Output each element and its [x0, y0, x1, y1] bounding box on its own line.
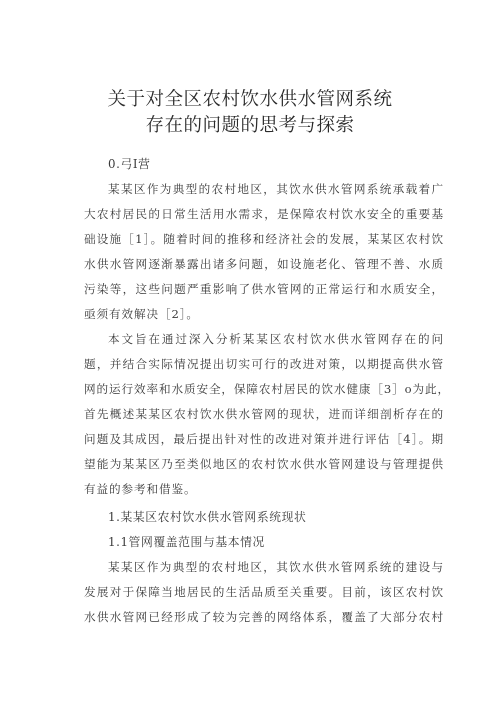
paragraph-2-line: 本文旨在通过深入分析某某区农村饮水供水管网存在的问	[108, 332, 444, 346]
section-0-heading: 0.弓I营	[108, 157, 151, 171]
section-1-heading: 1.某某区农村饮水供水管网系统现状	[108, 510, 307, 524]
paragraph-2-line: 问题及其成因，最后提出针对性的改进对策并进行评估［4］。期	[84, 432, 444, 446]
paragraph-1-line: 大农村居民的日常生活用水需求，是保障农村饮水安全的重要基	[84, 207, 444, 221]
paragraph-2-line: 题，并结合实际情况提出切实可行的改进对策，以期提高供水管	[84, 357, 444, 371]
paragraph-2-line: 网的运行效率和水质安全，保障农村居民的饮水健康［3］o为此，	[84, 382, 450, 396]
paragraph-3-line: 水供水管网已经形成了较为完善的网络体系，覆盖了大部分农村	[84, 610, 444, 624]
paragraph-3-line: 发展对于保障当地居民的生活品质至关重要。目前，该区农村饮	[84, 585, 444, 599]
paragraph-1-line: 亟须有效解决［2］。	[84, 307, 199, 321]
paragraph-2-line: 有益的参考和借鉴。	[84, 482, 197, 496]
paragraph-1-line: 污染等，这些问题严重影响了供水管网的正常运行和水质安全，	[84, 282, 444, 296]
section-1-1-heading: 1.1管网覆盖范围与基本情况	[108, 535, 265, 549]
paragraph-2-line: 望能为某某区乃至类似地区的农村饮水供水管网建设与管理提供	[84, 457, 444, 471]
paragraph-3-line: 某某区作为典型的农村地区，其饮水供水管网系统的建设与	[108, 560, 444, 574]
paragraph-1-line: 水供水管网逐渐暴露出诸多问题，如设施老化、管理不善、水质	[84, 257, 444, 271]
document-title-line-2: 存在的问题的思考与探索	[145, 115, 355, 136]
paragraph-1-line: 础设施［1］。随着时间的推移和经济社会的发展，某某区农村饮	[84, 232, 444, 246]
document-title-line-1: 关于对全区农村饮水供水管网系统	[107, 89, 393, 110]
paragraph-1-line: 某某区作为典型的农村地区，其饮水供水管网系统承载着广	[108, 182, 444, 196]
paragraph-2-line: 首先概述某某区农村饮水供水管网的现状，进而详细剖析存在的	[84, 407, 444, 421]
